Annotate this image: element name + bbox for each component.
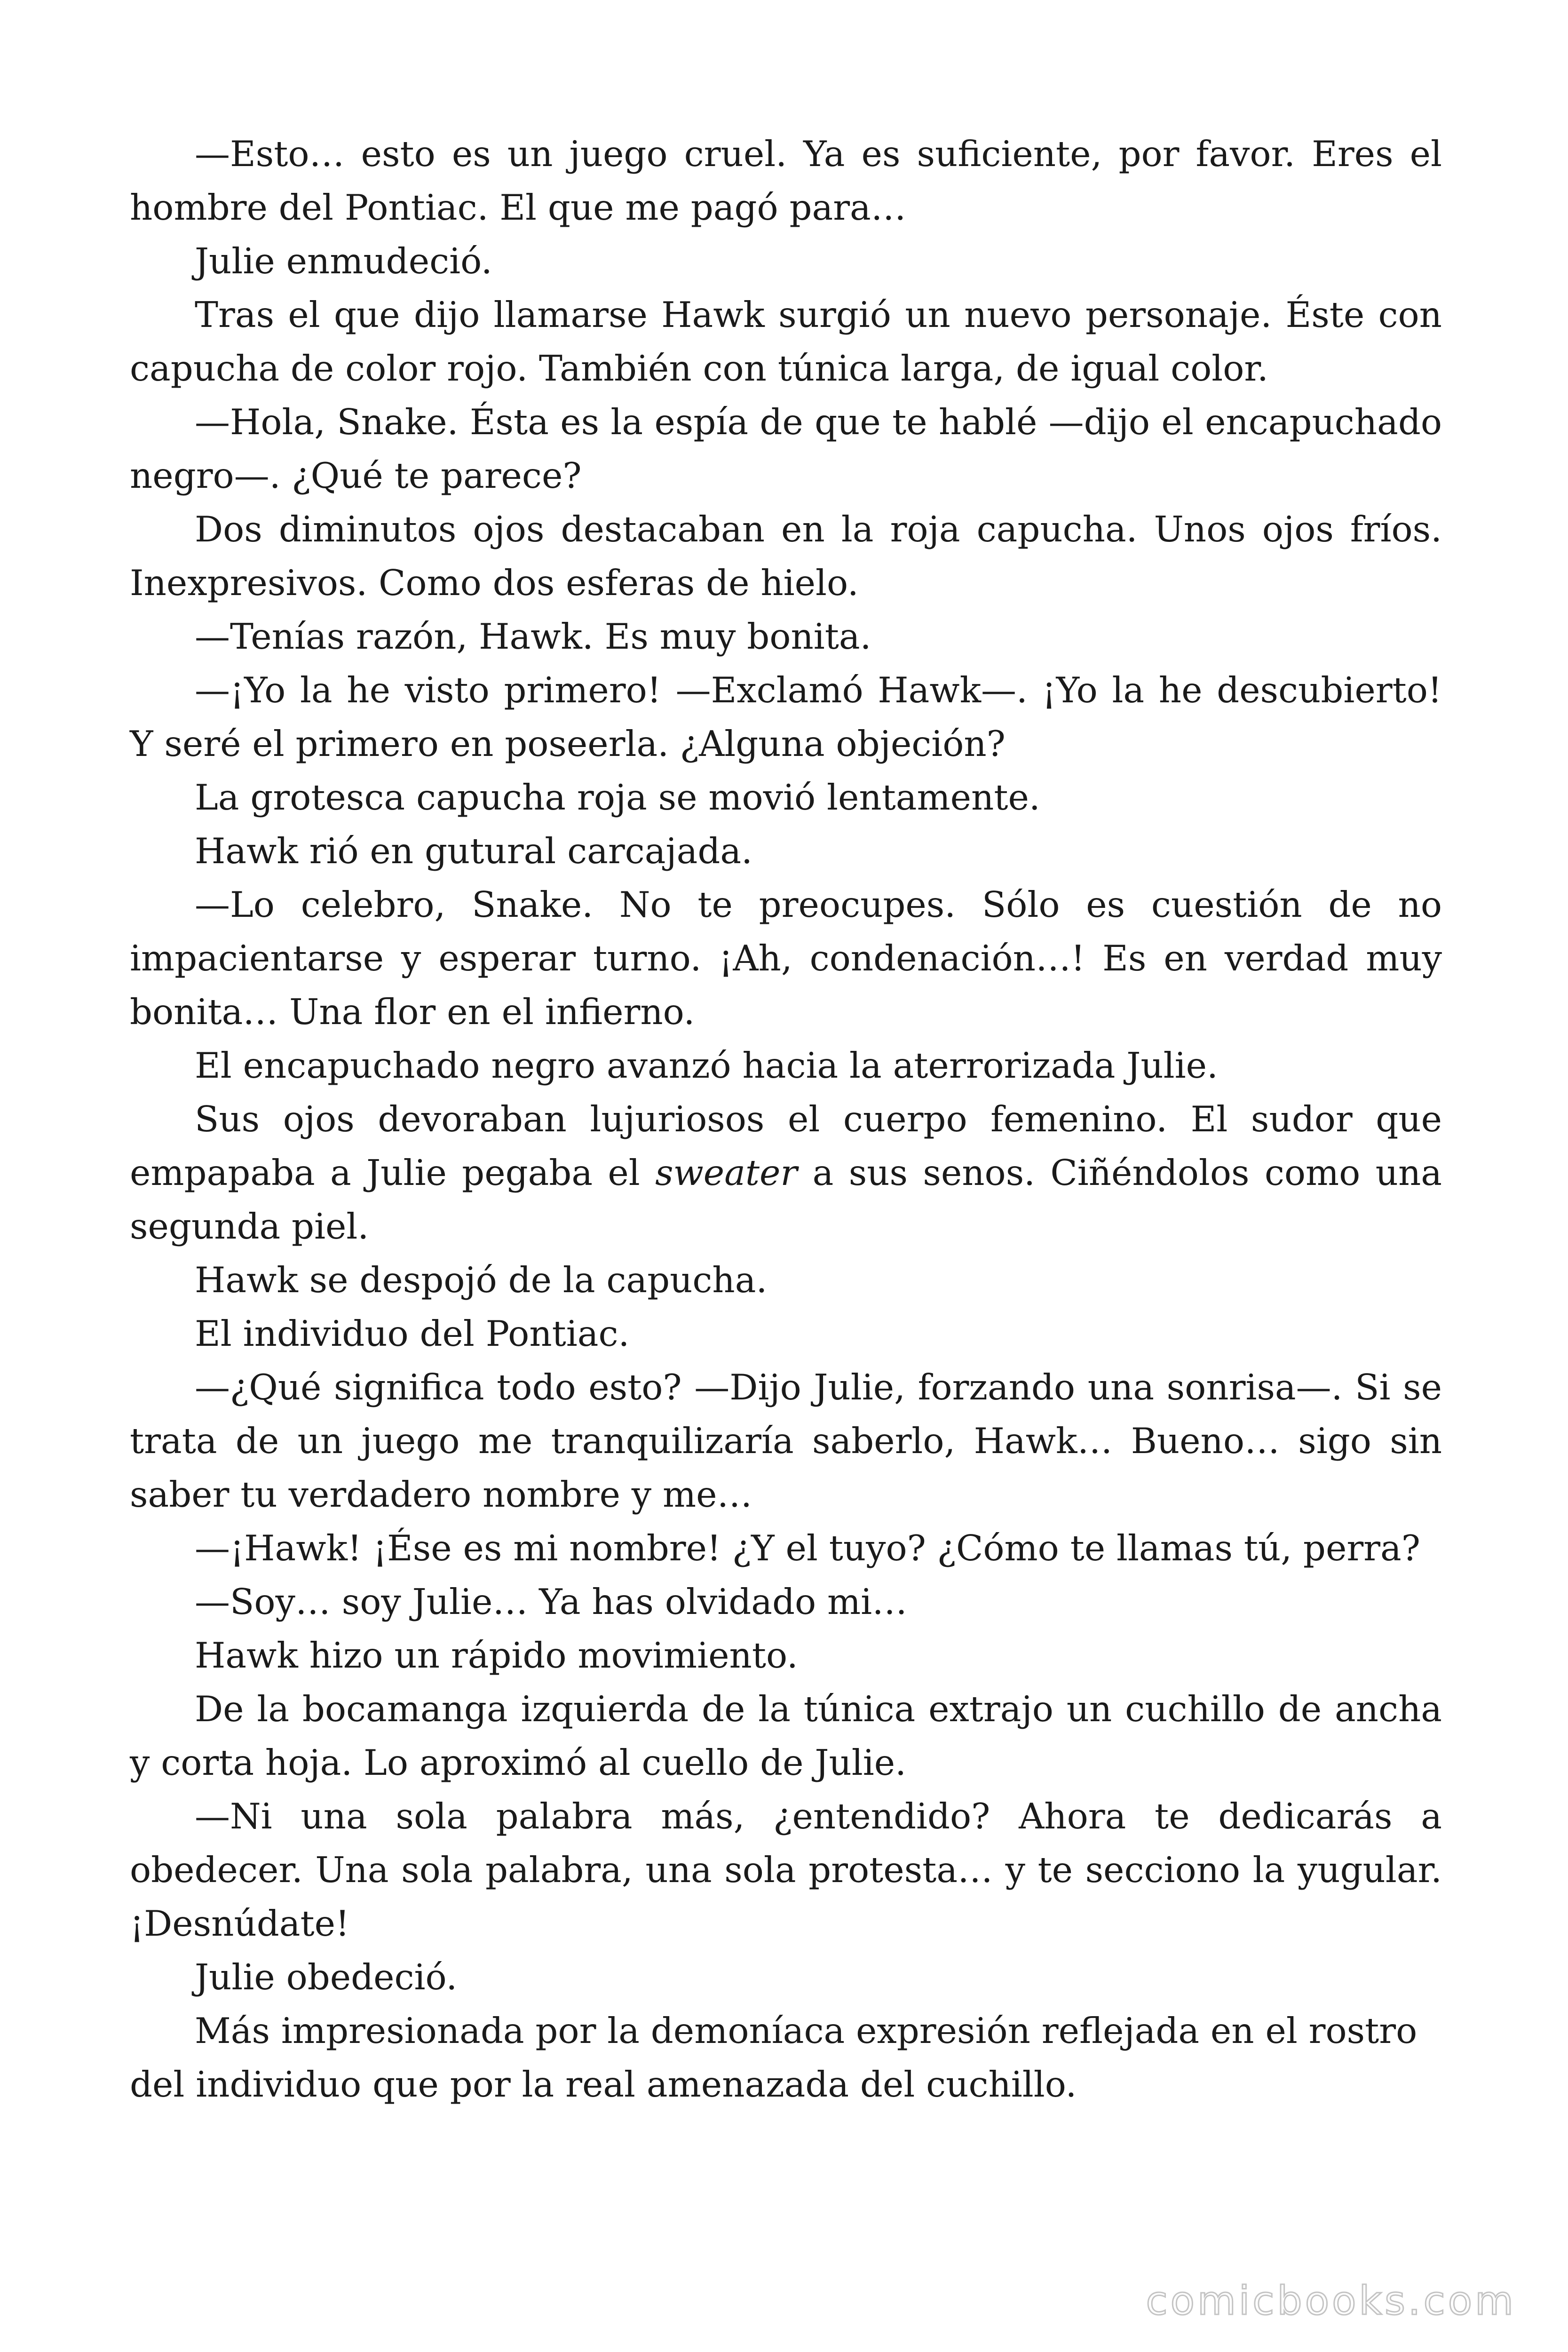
text-run: —¡Yo la he visto primero! —Exclamó Hawk—. ¡Yo la he descubierto! Y seré el primero en poseerla. ¿Alguna objeción? [130, 669, 1442, 764]
text-run: —Tenías razón, Hawk. Es muy bonita. [195, 616, 871, 657]
paragraph [130, 288, 1442, 395]
paragraph [130, 771, 1442, 824]
text-run: De la bocamanga izquierda de la túnica extrajo un cuchillo de ancha y corta hoja. Lo aproximó al cuello de Julie. [130, 1688, 1442, 1783]
text-run: Más impresionada por la demoníaca expresión reflejada en el rostro del individuo que por la real amenazada del cuchillo. [130, 2010, 1418, 2105]
paragraph [130, 1039, 1442, 1092]
paragraph [130, 1253, 1442, 1307]
italic-text: sweater [655, 1152, 798, 1193]
text-run: Julie obedeció. [195, 1956, 458, 1998]
paragraph [130, 1360, 1442, 1521]
paragraph [130, 1789, 1442, 1950]
paragraph [130, 2004, 1442, 2111]
paragraph [130, 610, 1442, 663]
text-run: —¡Hawk! ¡Ése es mi nombre! ¿Y el tuyo? ¿Cómo te llamas tú, perra? [195, 1527, 1420, 1569]
text-run: Sus ojos devoraban lujuriosos el cuerpo femenino. El sudor que empapaba a Julie pegaba el [130, 1098, 1442, 1193]
text-run: Hawk se despojó de la capucha. [195, 1259, 768, 1301]
paragraph [130, 234, 1442, 288]
paragraph [130, 878, 1442, 1039]
page-body-text [130, 127, 1442, 2111]
text-run: —¿Qué significa todo esto? —Dijo Julie, forzando una sonrisa—. Si se trata de un juego me tranquilizaría saberlo, Hawk… Bueno… sigo sin saber tu verdadero nombre y me… [130, 1367, 1442, 1515]
text-run: Dos diminutos ojos destacaban en la roja capucha. Unos ojos fríos. Inexpresivos. Como dos esferas de hielo. [130, 509, 1442, 604]
paragraph [130, 1092, 1442, 1253]
paragraph [130, 1629, 1442, 1682]
text-run: Hawk rió en gutural carcajada. [195, 830, 752, 872]
paragraph [130, 663, 1442, 771]
text-run: El individuo del Pontiac. [195, 1313, 630, 1354]
paragraph [130, 127, 1442, 234]
text-run: La grotesca capucha roja se movió lentamente. [195, 777, 1040, 818]
text-run: El encapuchado negro avanzó hacia la aterrorizada Julie. [195, 1045, 1218, 1086]
paragraph [130, 824, 1442, 878]
paragraph [130, 395, 1442, 502]
text-run: a sus senos. Ciñéndolos como una segunda piel. [130, 1152, 1442, 1247]
paragraph [130, 1521, 1442, 1575]
text-run: Hawk hizo un rápido movimiento. [195, 1635, 798, 1676]
paragraph [130, 1682, 1442, 1789]
text-run: Tras el que dijo llamarse Hawk surgió un nuevo personaje. Éste con capucha de color rojo. También con túnica larga, de igual color. [130, 294, 1442, 389]
text-run: —Ni una sola palabra más, ¿entendido? Ahora te dedicarás a obedecer. Una sola palabra, una sola protesta… y te secciono la yugular. ¡Desnúdate! [130, 1796, 1442, 1944]
paragraph [130, 1307, 1442, 1360]
text-run: —Esto… esto es un juego cruel. Ya es suficiente, por favor. Eres el hombre del Pontiac. El que me pagó para… [130, 133, 1442, 228]
text-run: —Lo celebro, Snake. No te preocupes. Sólo es cuestión de no impacientarse y esperar turno. ¡Ah, condenación…! Es en verdad muy bonita… Una flor en el infierno. [130, 884, 1442, 1033]
text-run: —Hola, Snake. Ésta es la espía de que te hablé —dijo el encapuchado negro—. ¿Qué te parece? [130, 401, 1442, 496]
text-run: —Soy… soy Julie… Ya has olvidado mi… [195, 1581, 908, 1622]
paragraph [130, 1950, 1442, 2004]
text-run: Julie enmudeció. [195, 240, 492, 282]
watermark-logo: comicbooks.com [1146, 2278, 1516, 2324]
paragraph [130, 1575, 1442, 1629]
paragraph [130, 502, 1442, 610]
